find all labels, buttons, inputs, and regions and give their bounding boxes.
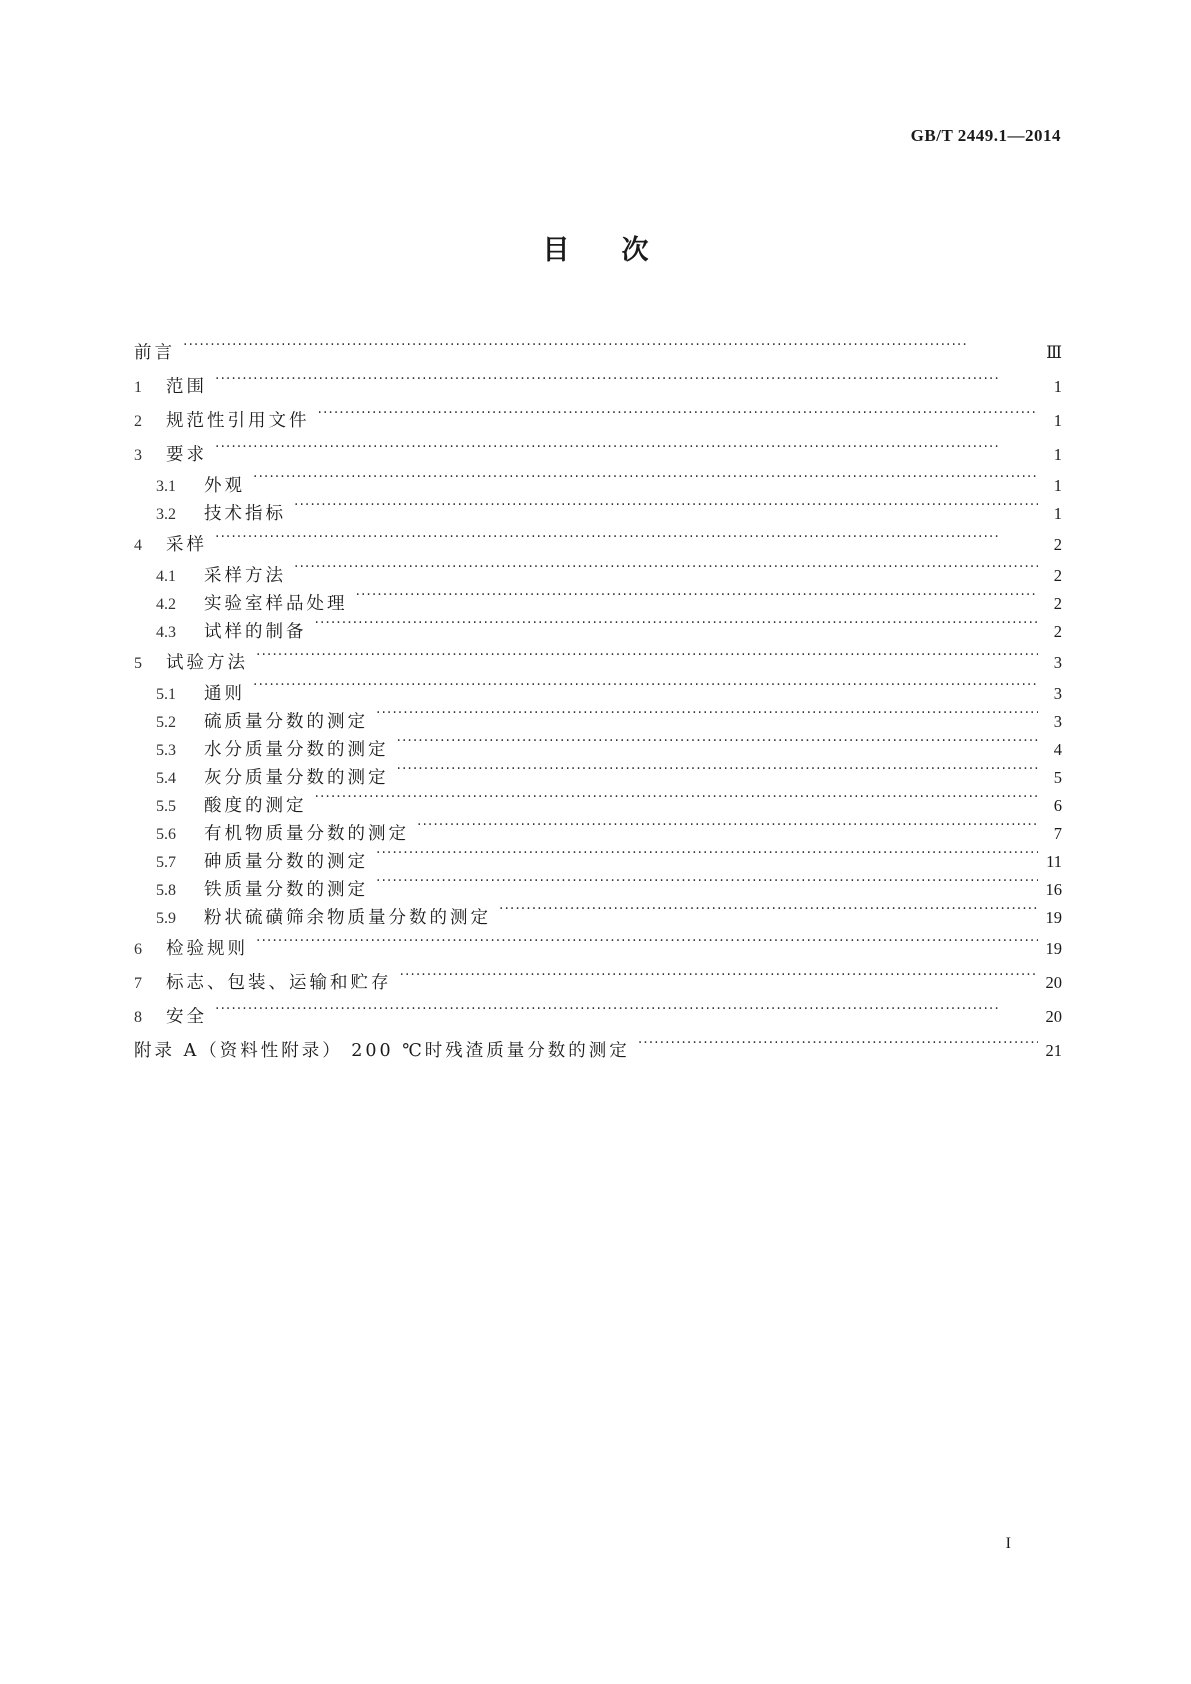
toc-entry-number: 5.8 bbox=[156, 882, 176, 899]
toc-entry[interactable] bbox=[134, 581, 1062, 614]
toc-entry-page: 16 bbox=[1045, 880, 1062, 899]
toc-entry[interactable] bbox=[134, 553, 1062, 586]
dot-leader bbox=[253, 671, 1038, 699]
toc-entry[interactable] bbox=[134, 755, 1062, 788]
toc-entry-page: 11 bbox=[1046, 852, 1062, 871]
toc-entry-page: Ⅲ bbox=[1046, 343, 1062, 362]
toc-entry-page: 2 bbox=[1053, 535, 1062, 554]
toc-entry-page: 3 bbox=[1053, 684, 1062, 703]
dot-leader bbox=[376, 699, 1038, 727]
toc-entry-page: 19 bbox=[1045, 908, 1062, 927]
toc-entry-page: 4 bbox=[1053, 740, 1062, 759]
toc-entry-number: 3 bbox=[134, 447, 142, 464]
toc-entry-page: 1 bbox=[1053, 476, 1062, 495]
toc-entry-number: 7 bbox=[134, 975, 142, 992]
toc-entry[interactable] bbox=[134, 811, 1062, 844]
toc-entry[interactable] bbox=[134, 398, 1062, 429]
toc-entry-number: 5.7 bbox=[156, 854, 176, 871]
toc-entry-page: 6 bbox=[1053, 796, 1062, 815]
toc-entry-label: 灰分质量分数的测定 bbox=[204, 768, 389, 788]
dot-leader bbox=[294, 491, 1038, 519]
dot-leader bbox=[183, 330, 1038, 358]
toc-entry[interactable] bbox=[134, 671, 1062, 704]
toc-entry-number: 4.1 bbox=[156, 568, 176, 585]
toc-entry-label: 粉状硫磺筛余物质量分数的测定 bbox=[204, 908, 491, 928]
toc-entry-page: 3 bbox=[1053, 653, 1062, 672]
toc-entry-label: 试验方法 bbox=[166, 653, 248, 673]
toc-entry[interactable] bbox=[134, 926, 1062, 957]
toc-entry[interactable] bbox=[134, 699, 1062, 732]
dot-leader bbox=[315, 783, 1039, 811]
toc-entry[interactable] bbox=[134, 463, 1062, 496]
toc-entry-number: 5.9 bbox=[156, 910, 176, 927]
toc-entry-page: 1 bbox=[1053, 504, 1062, 523]
toc-entry[interactable] bbox=[134, 330, 1062, 361]
toc-entry[interactable] bbox=[134, 491, 1062, 524]
toc-entry-label: 技术指标 bbox=[204, 504, 286, 524]
toc-entry-number: 5.6 bbox=[156, 826, 176, 843]
toc-entry-label: 外观 bbox=[204, 476, 245, 496]
toc-entry-label: 酸度的测定 bbox=[204, 796, 307, 816]
toc-entry-page: 1 bbox=[1053, 377, 1062, 396]
toc-entry-page: 3 bbox=[1053, 712, 1062, 731]
toc-entry-number: 4 bbox=[134, 537, 142, 554]
toc-entry[interactable] bbox=[134, 727, 1062, 760]
toc-entry-number: 5.5 bbox=[156, 798, 176, 815]
toc-entry-label: 附录 A（资料性附录） 200 ℃时残渣质量分数的测定 bbox=[134, 1041, 630, 1061]
dot-leader bbox=[397, 755, 1039, 783]
toc-entry-label: 砷质量分数的测定 bbox=[204, 852, 368, 872]
toc-entry[interactable] bbox=[134, 1028, 1062, 1059]
toc-entry[interactable] bbox=[134, 522, 1062, 553]
dot-leader bbox=[215, 432, 1038, 460]
dot-leader bbox=[315, 609, 1039, 637]
toc-entry-number: 5.1 bbox=[156, 686, 176, 703]
toc-entry-number: 8 bbox=[134, 1009, 142, 1026]
table-of-contents bbox=[134, 330, 1062, 1059]
toc-entry-label: 硫质量分数的测定 bbox=[204, 712, 368, 732]
toc-entry-label: 试样的制备 bbox=[204, 622, 307, 642]
dot-leader bbox=[256, 640, 1038, 668]
dot-leader bbox=[376, 867, 1038, 895]
toc-entry-page: 20 bbox=[1045, 1007, 1062, 1026]
toc-entry-number: 3.1 bbox=[156, 478, 176, 495]
toc-entry-label: 水分质量分数的测定 bbox=[204, 740, 389, 760]
toc-entry-label: 实验室样品处理 bbox=[204, 594, 348, 614]
toc-entry-number: 1 bbox=[134, 379, 142, 396]
toc-entry-page: 2 bbox=[1053, 594, 1062, 613]
toc-entry-number: 5.3 bbox=[156, 742, 176, 759]
toc-entry[interactable] bbox=[134, 783, 1062, 816]
toc-entry-page: 5 bbox=[1053, 768, 1062, 787]
toc-entry[interactable] bbox=[134, 640, 1062, 671]
toc-entry-label: 规范性引用文件 bbox=[166, 411, 310, 431]
dot-leader bbox=[499, 895, 1038, 923]
toc-entry-number: 5 bbox=[134, 655, 142, 672]
dot-leader bbox=[356, 581, 1039, 609]
toc-entry-page: 19 bbox=[1045, 939, 1062, 958]
dot-leader bbox=[417, 811, 1038, 839]
toc-entry-number: 4.2 bbox=[156, 596, 176, 613]
toc-entry-number: 3.2 bbox=[156, 506, 176, 523]
toc-entry[interactable] bbox=[134, 960, 1062, 991]
standard-code: GB/T 2449.1—2014 bbox=[910, 126, 1061, 145]
toc-entry-label: 标志、包装、运输和贮存 bbox=[166, 973, 392, 993]
toc-entry-page: 2 bbox=[1053, 566, 1062, 585]
toc-entry-page: 7 bbox=[1053, 824, 1062, 843]
dot-leader bbox=[638, 1028, 1038, 1056]
toc-entry-label: 要求 bbox=[166, 445, 207, 465]
toc-entry[interactable] bbox=[134, 867, 1062, 900]
toc-entry[interactable] bbox=[134, 609, 1062, 642]
toc-entry-number: 5.2 bbox=[156, 714, 176, 731]
toc-entry-label: 通则 bbox=[204, 684, 245, 704]
dot-leader bbox=[215, 994, 1038, 1022]
dot-leader bbox=[215, 364, 1038, 392]
toc-entry-page: 20 bbox=[1045, 973, 1062, 992]
dot-leader bbox=[397, 727, 1039, 755]
toc-entry-label: 铁质量分数的测定 bbox=[204, 880, 368, 900]
toc-entry-number: 5.4 bbox=[156, 770, 176, 787]
toc-entry-label: 有机物质量分数的测定 bbox=[204, 824, 409, 844]
toc-entry-label: 采样 bbox=[166, 535, 207, 555]
dot-leader bbox=[215, 522, 1038, 550]
toc-entry-page: 1 bbox=[1053, 411, 1062, 430]
toc-entry-label: 前言 bbox=[134, 343, 175, 363]
toc-entry-label: 采样方法 bbox=[204, 566, 286, 586]
toc-entry[interactable] bbox=[134, 432, 1062, 463]
toc-entry-label: 安全 bbox=[166, 1007, 207, 1027]
toc-entry-page: 2 bbox=[1053, 622, 1062, 641]
toc-entry[interactable] bbox=[134, 364, 1062, 395]
dot-leader bbox=[376, 839, 1038, 867]
dot-leader bbox=[253, 463, 1038, 491]
toc-entry[interactable] bbox=[134, 895, 1062, 928]
toc-entry-number: 2 bbox=[134, 413, 142, 430]
dot-leader bbox=[294, 553, 1038, 581]
toc-entry-number: 6 bbox=[134, 941, 142, 958]
toc-entry[interactable] bbox=[134, 994, 1062, 1025]
toc-entry[interactable] bbox=[134, 839, 1062, 872]
toc-entry-label: 范围 bbox=[166, 377, 207, 397]
toc-entry-page: 1 bbox=[1053, 445, 1062, 464]
toc-entry-label: 检验规则 bbox=[166, 939, 248, 959]
dot-leader bbox=[318, 398, 1039, 426]
toc-entry-number: 4.3 bbox=[156, 624, 176, 641]
page-number: I bbox=[1005, 1535, 1011, 1552]
toc-entry-page: 21 bbox=[1045, 1041, 1062, 1060]
dot-leader bbox=[256, 926, 1038, 954]
page-title: 目次 bbox=[542, 235, 701, 266]
dot-leader bbox=[400, 960, 1039, 988]
